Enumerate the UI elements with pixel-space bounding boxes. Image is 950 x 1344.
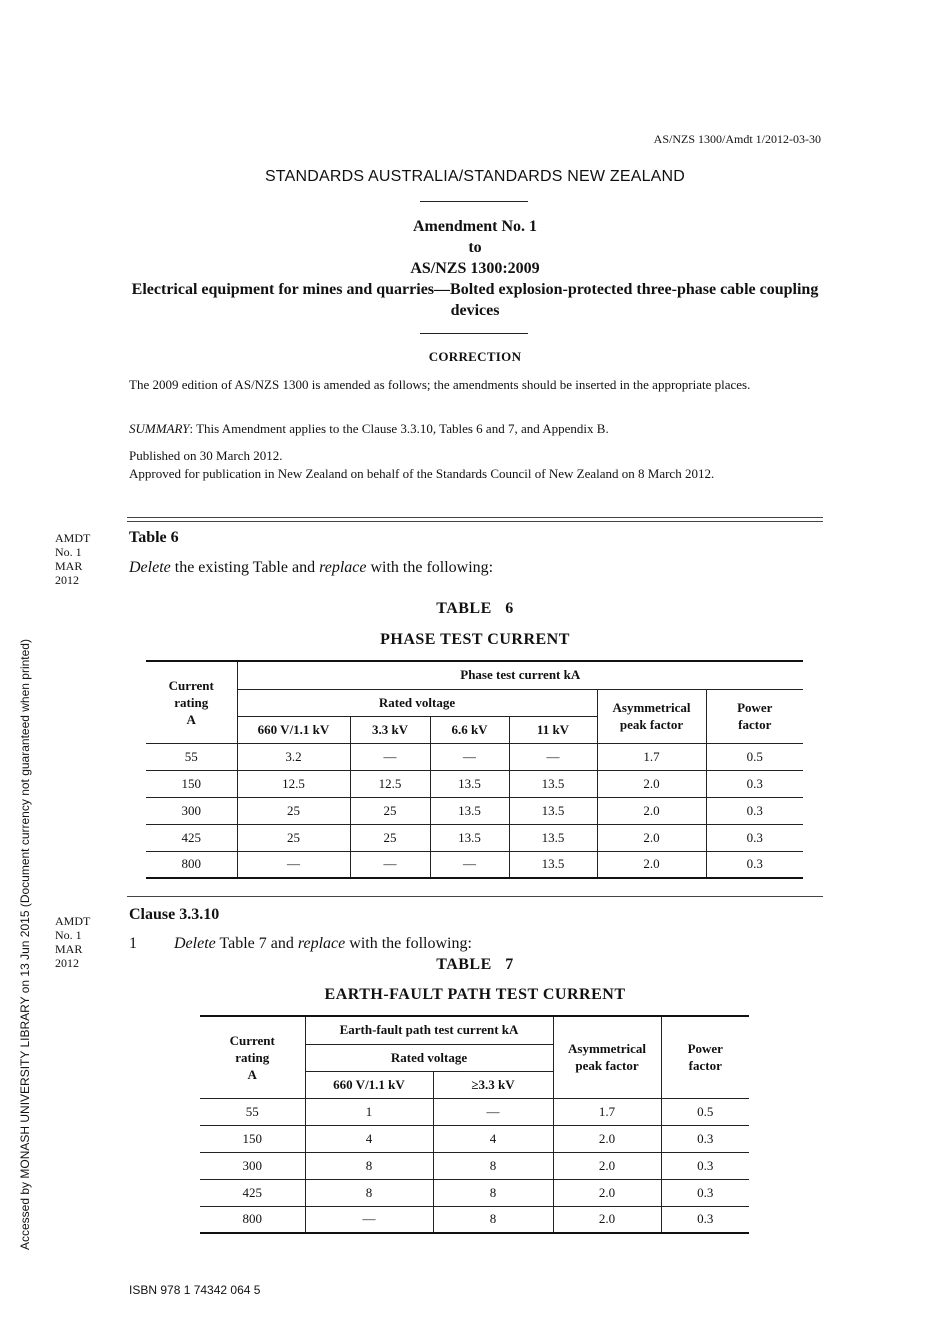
- margin-note-line: AMDT: [55, 531, 91, 545]
- table-row: [146, 824, 803, 851]
- title-line-2: to: [468, 239, 482, 256]
- header-voltage-6-6kv: 6.6 kV: [430, 716, 509, 743]
- table-row: [146, 770, 803, 797]
- margin-note-line: 2012: [55, 573, 79, 587]
- header-asymmetrical-peak-factor: Asymmetrical peak factor: [553, 1016, 661, 1098]
- table-cell: 8: [305, 1179, 433, 1206]
- isbn: ISBN 978 1 74342 064 5: [129, 1283, 261, 1297]
- amendment-margin-note-1: [55, 531, 115, 587]
- publication-info: [129, 447, 821, 483]
- section-heading-clause-3-3-10: Clause 3.3.10: [129, 906, 220, 923]
- table-cell: 2.0: [553, 1179, 661, 1206]
- table-7-label: TABLE 7: [436, 956, 514, 973]
- table-cell: 12.5: [350, 770, 430, 797]
- table-cell: —: [350, 743, 430, 770]
- table-cell: 300: [146, 797, 237, 824]
- table-cell: 8: [433, 1152, 553, 1179]
- table-cell: 0.5: [706, 743, 803, 770]
- table-cell: 4: [305, 1125, 433, 1152]
- table-cell: 150: [200, 1125, 305, 1152]
- approved-line: Approved for publication in New Zealand on behalf of the Standards Council of New Zealand on 8 March 2012.: [129, 466, 715, 481]
- header-earth-fault-current: Earth-fault path test current kA: [305, 1016, 553, 1044]
- table-row: [200, 1125, 749, 1152]
- table-cell: 13.5: [509, 797, 597, 824]
- table-cell: 425: [200, 1179, 305, 1206]
- table-cell: 1.7: [597, 743, 706, 770]
- margin-note-line: No. 1: [55, 545, 82, 559]
- table-cell: 0.3: [706, 797, 803, 824]
- intro-paragraph: The 2009 edition of AS/NZS 1300 is amended as follows; the amendments should be inserted in the appropriate places.: [129, 377, 751, 392]
- table-cell: 2.0: [553, 1206, 661, 1233]
- table-cell: 25: [350, 797, 430, 824]
- title-line-3: AS/NZS 1300:2009: [410, 260, 540, 277]
- instr-replace: replace: [297, 935, 346, 952]
- header-current-rating: Current rating A: [146, 661, 237, 743]
- table-row: [146, 851, 803, 878]
- table-cell: —: [430, 851, 509, 878]
- table-row: [200, 1206, 749, 1233]
- table-cell: 0.3: [661, 1206, 749, 1233]
- access-watermark: Accessed by MONASH UNIVERSITY LIBRARY on 13 Jun 2015 (Document currency not guaranteed when printed): [18, 639, 32, 1250]
- margin-note-line: 2012: [55, 956, 79, 970]
- title-divider-top: [420, 201, 528, 202]
- table-cell: 1.7: [553, 1098, 661, 1125]
- table-7-caption: EARTH-FAULT PATH TEST CURRENT: [324, 986, 626, 1003]
- table-row: [146, 743, 803, 770]
- header-voltage-660v: 660 V/1.1 kV: [237, 716, 350, 743]
- instruction-table-7: [174, 935, 472, 953]
- instr-mid: Table 7 and: [215, 935, 298, 952]
- table-cell: 425: [146, 824, 237, 851]
- table-cell: —: [305, 1206, 433, 1233]
- instr-end: with the following:: [366, 559, 494, 576]
- table-cell: 0.3: [706, 824, 803, 851]
- table-cell: 12.5: [237, 770, 350, 797]
- title-line-4: Electrical equipment for mines and quarries—Bolted explosion-protected three-phase cable coupling devices: [131, 281, 819, 319]
- table-cell: —: [509, 743, 597, 770]
- table-cell: 8: [433, 1206, 553, 1233]
- document-reference: AS/NZS 1300/Amdt 1/2012-03-30: [653, 132, 821, 146]
- table-cell: 13.5: [430, 770, 509, 797]
- header-rated-voltage: Rated voltage: [305, 1044, 553, 1071]
- table-cell: 0.3: [661, 1152, 749, 1179]
- table-cell: 8: [433, 1179, 553, 1206]
- title-line-1: Amendment No. 1: [413, 218, 537, 235]
- header-power-factor: Power factor: [661, 1016, 749, 1098]
- table-cell: 2.0: [553, 1152, 661, 1179]
- table-cell: 1: [305, 1098, 433, 1125]
- table-cell: 0.3: [706, 770, 803, 797]
- table-cell: 55: [146, 743, 237, 770]
- table-cell: 25: [350, 824, 430, 851]
- table-6-label: TABLE 6: [436, 600, 514, 617]
- table-row: [200, 1098, 749, 1125]
- table-cell: —: [430, 743, 509, 770]
- instr-end: with the following:: [345, 935, 472, 952]
- summary-paragraph: [129, 420, 821, 438]
- header-voltage-3-3kv: 3.3 kV: [350, 716, 430, 743]
- table-cell: —: [237, 851, 350, 878]
- header-voltage-11kv: 11 kV: [509, 716, 597, 743]
- summary-label: SUMMARY: [129, 421, 190, 436]
- header-phase-test-current: Phase test current kA: [237, 661, 803, 689]
- table-cell: 2.0: [597, 851, 706, 878]
- published-line: Published on 30 March 2012.: [129, 448, 283, 463]
- table-cell: 3.2: [237, 743, 350, 770]
- table-row: [200, 1152, 749, 1179]
- instr-mid: the existing Table and: [170, 559, 320, 576]
- table-cell: 25: [237, 797, 350, 824]
- table-cell: 2.0: [553, 1125, 661, 1152]
- table-cell: 0.3: [661, 1125, 749, 1152]
- table-cell: 25: [237, 824, 350, 851]
- table-row: [200, 1179, 749, 1206]
- correction-label: CORRECTION: [428, 349, 522, 364]
- instr-replace: replace: [319, 559, 367, 576]
- header-asymmetrical-peak-factor: Asymmetrical peak factor: [597, 689, 706, 743]
- margin-note-line: MAR: [55, 942, 83, 956]
- header-current-rating: Current rating A: [200, 1016, 305, 1098]
- table-cell: 13.5: [430, 797, 509, 824]
- table-cell: 2.0: [597, 797, 706, 824]
- table-7: [200, 1015, 749, 1234]
- instruction-number: 1: [129, 935, 137, 952]
- margin-note-line: No. 1: [55, 928, 82, 942]
- title-divider-bottom: [420, 333, 528, 334]
- table-cell: 150: [146, 770, 237, 797]
- table-cell: 55: [200, 1098, 305, 1125]
- organisation-heading: STANDARDS AUSTRALIA/STANDARDS NEW ZEALAND: [264, 168, 686, 185]
- instr-delete: Delete: [129, 559, 171, 576]
- table-row: [146, 797, 803, 824]
- header-power-factor: Power factor: [706, 689, 803, 743]
- table-cell: 0.5: [661, 1098, 749, 1125]
- table-cell: 4: [433, 1125, 553, 1152]
- table-6: [146, 660, 803, 879]
- table-cell: 300: [200, 1152, 305, 1179]
- table-cell: 8: [305, 1152, 433, 1179]
- table-cell: 13.5: [509, 851, 597, 878]
- table-cell: —: [433, 1098, 553, 1125]
- section-divider-double: [127, 517, 823, 522]
- table-cell: 13.5: [430, 824, 509, 851]
- margin-note-line: MAR: [55, 559, 83, 573]
- table-cell: 0.3: [661, 1179, 749, 1206]
- section-heading-table-6: Table 6: [129, 529, 179, 546]
- header-voltage-3-3kv-plus: ≥3.3 kV: [433, 1071, 553, 1098]
- summary-text: : This Amendment applies to the Clause 3.3.10, Tables 6 and 7, and Appendix B.: [189, 421, 609, 436]
- table-cell: 800: [146, 851, 237, 878]
- table-cell: 0.3: [706, 851, 803, 878]
- table-cell: 13.5: [509, 770, 597, 797]
- table-cell: 2.0: [597, 824, 706, 851]
- instruction-table-6: [129, 559, 493, 577]
- table-cell: 2.0: [597, 770, 706, 797]
- header-voltage-660v: 660 V/1.1 kV: [305, 1071, 433, 1098]
- table-cell: 800: [200, 1206, 305, 1233]
- table-6-caption: PHASE TEST CURRENT: [380, 631, 570, 648]
- margin-note-line: AMDT: [55, 914, 91, 928]
- table-cell: —: [350, 851, 430, 878]
- header-rated-voltage: Rated voltage: [237, 689, 597, 716]
- instr-delete: Delete: [174, 935, 216, 952]
- amendment-title: [128, 216, 822, 321]
- section-divider-single: [127, 896, 823, 897]
- table-cell: 13.5: [509, 824, 597, 851]
